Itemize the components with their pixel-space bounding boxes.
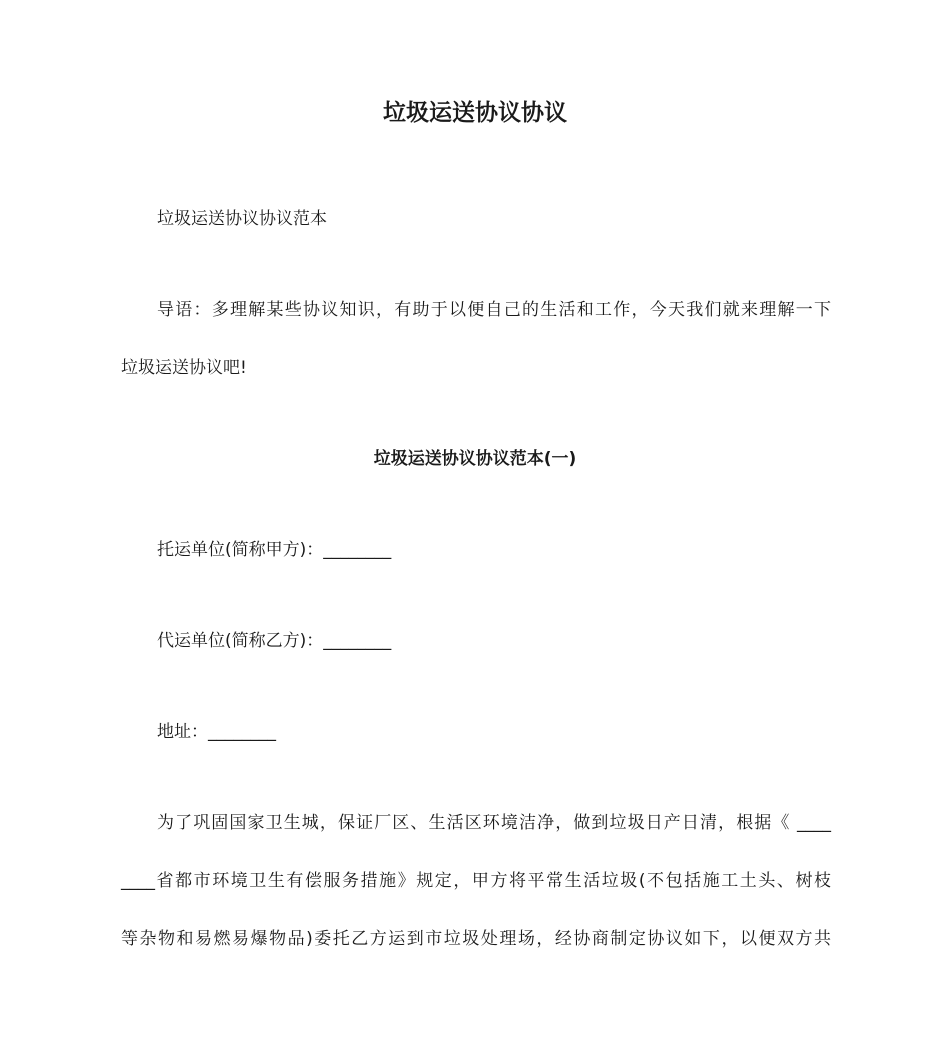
intro-line-1: 导语：多理解某些协议知识，有助于以便自己的生活和工作，今天我们就来理解一下: [157, 300, 831, 320]
party-a-field: 托运单位(简称甲方)：________: [157, 540, 392, 560]
document-subtitle: 垃圾运送协议协议范本: [157, 209, 327, 229]
body-line-2: ____省都市环境卫生有偿服务措施》规定，甲方将平常生活垃圾(不包括施工土头、树枝: [121, 871, 831, 891]
party-b-field: 代运单位(简称乙方)：________: [157, 631, 392, 651]
document-title: 垃圾运送协议协议: [383, 100, 567, 126]
section-heading: 垃圾运送协议协议范本(一): [373, 449, 577, 469]
body-line-1: 为了巩固国家卫生城，保证厂区、生活区环境洁净，做到垃圾日产日清，根据《 ____: [157, 813, 831, 833]
address-field: 地址：________: [157, 722, 276, 742]
intro-line-2: 垃圾运送协议吧!: [121, 358, 247, 378]
body-line-3: 等杂物和易燃易爆物品)委托乙方运到市垃圾处理场，经协商制定协议如下，以便双方共: [121, 929, 831, 949]
